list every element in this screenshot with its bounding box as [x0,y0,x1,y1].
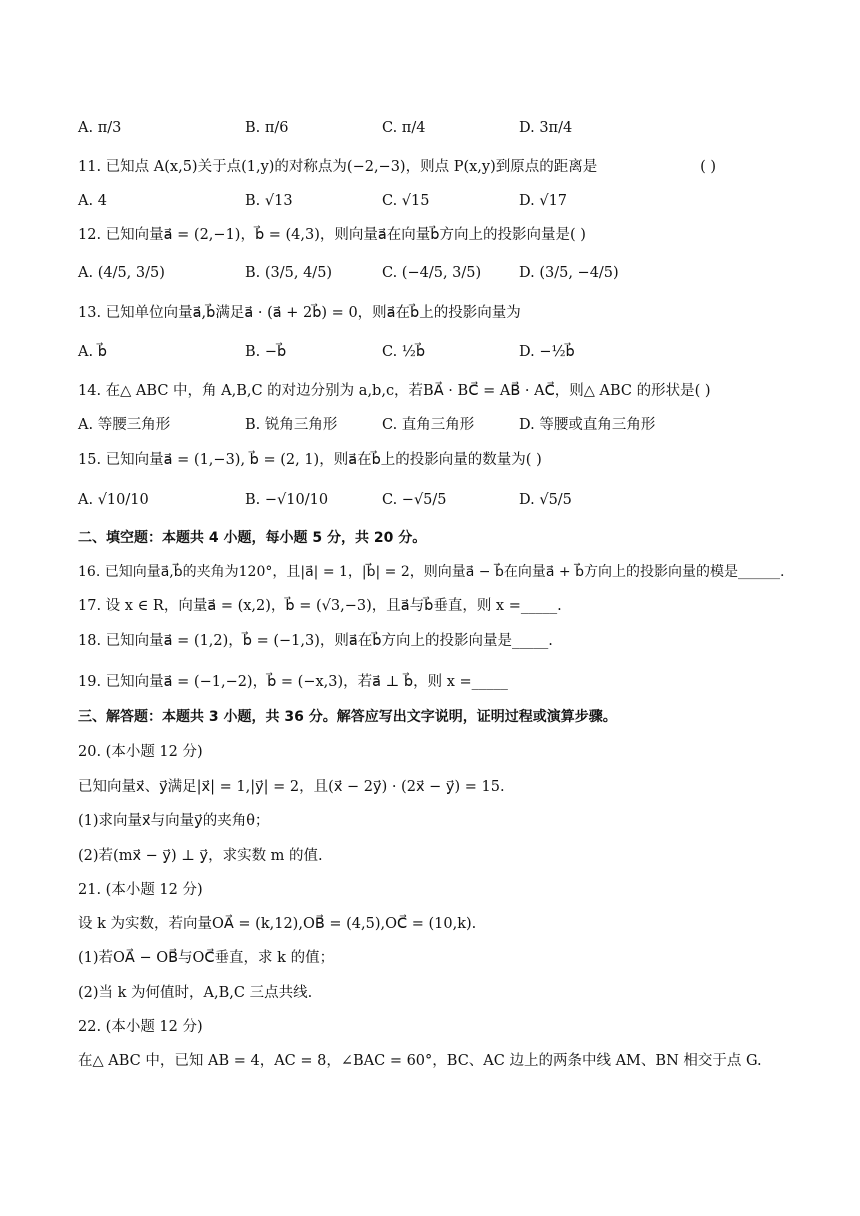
q20-part-1: (1)求向量x⃗与向量y⃗的夹角θ； [78,813,270,829]
q14-option-a: A. 等腰三角形 [78,417,171,433]
q15-options [78,489,778,519]
q11-option-d: D. √17 [519,193,568,209]
q13-option-d: D. −½b⃗ [519,344,575,360]
q15-option-a: A. √10/10 [78,492,149,508]
q12-stem: 12. 已知向量a⃗ = (2,−1)，b⃗ = (4,3)，则向量a⃗在向量b⃗方向上的投影向量是( ) [78,227,586,243]
q12-option-b: B. (3/5, 4/5) [245,265,333,281]
q10-option-c: C. π/4 [382,120,426,136]
q11-option-a: A. 4 [78,193,107,209]
q15-option-b: B. −√10/10 [245,492,329,508]
q13-option-c: C. ½b⃗ [382,344,426,360]
q10-option-b: B. π/6 [245,120,289,136]
q14-option-d: D. 等腰或直角三角形 [519,417,656,433]
q21-part-1: (1)若OA⃗ − OB⃗与OC⃗垂直，求 k 的值； [78,950,335,966]
q14-option-b: B. 锐角三角形 [245,417,338,433]
q15-stem: 15. 已知向量a⃗ = (1,−3), b⃗ = (2, 1)，则a⃗在b⃗上的投影向量的数量为( ) [78,452,542,468]
q19-stem: 19. 已知向量a⃗ = (−1,−2)，b⃗ = (−x,3)，若a⃗ ⊥ b⃗，则 x =_____ [78,674,508,690]
q11-answer-paren: ( ) [700,159,716,175]
q11-option-b: B. √13 [245,193,293,209]
q10-options [78,117,778,147]
q20-stem: 已知向量x⃗、y⃗满足|x⃗| = 1,|y⃗| = 2，且(x⃗ − 2y⃗) · (2x⃗ − y⃗) = 15. [78,779,505,795]
q16-stem: 16. 已知向量a⃗,b⃗的夹角为120°，且|a⃗| = 1，|b⃗| = 2，则向量a⃗ − b⃗在向量a⃗ + b⃗方向上的投影向量的模是______. [78,564,785,580]
section-solution-title: 三、解答题：本题共 3 小题，共 36 分。解答应写出文字说明，证明过程或演算步骤。 [78,709,617,725]
q22-stem: 在△ ABC 中，已知 AB = 4，AC = 8，∠BAC = 60°，BC、AC 边上的两条中线 AM、BN 相交于点 G. [78,1053,762,1069]
q11-stem [78,156,820,178]
q12-options [78,262,778,292]
q12-option-d: D. (3/5, −4/5) [519,265,619,281]
q20-heading: 20. (本小题 12 分) [78,744,203,760]
q11-option-c: C. √15 [382,193,430,209]
q11-options [78,190,778,220]
section-fill-in-title: 二、填空题：本题共 4 小题，每小题 5 分，共 20 分。 [78,530,427,546]
q17-stem: 17. 设 x ∈ R，向量a⃗ = (x,2)，b⃗ = (√3,−3)，且a⃗与b⃗垂直，则 x =_____. [78,598,562,614]
q13-option-a: A. b⃗ [78,344,107,360]
q12-option-a: A. (4/5, 3/5) [78,265,165,281]
q21-part-2: (2)当 k 为何值时，A,B,C 三点共线. [78,985,313,1001]
q14-option-c: C. 直角三角形 [382,417,475,433]
q10-option-d: D. 3π/4 [519,120,573,136]
q21-stem: 设 k 为实数，若向量OA⃗ = (k,12),OB⃗ = (4,5),OC⃗ = (10,k). [78,916,477,932]
q15-option-d: D. √5/5 [519,492,572,508]
q22-heading: 22. (本小题 12 分) [78,1019,203,1035]
q11-stem-text: 11. 已知点 A(x,5)关于点(1,y)的对称点为(−2,−3)，则点 P(x,y)到原点的距离是 [78,159,598,175]
q18-stem: 18. 已知向量a⃗ = (1,2)，b⃗ = (−1,3)，则a⃗在b⃗方向上的投影向量是_____. [78,633,553,649]
q13-option-b: B. −b⃗ [245,344,287,360]
q14-options [78,414,778,444]
q12-option-c: C. (−4/5, 3/5) [382,265,482,281]
q13-options [78,341,778,371]
q13-stem: 13. 已知单位向量a⃗,b⃗满足a⃗ · (a⃗ + 2b⃗) = 0，则a⃗在b⃗上的投影向量为 [78,305,521,321]
q20-part-2: (2)若(mx⃗ − y⃗) ⊥ y⃗，求实数 m 的值. [78,848,323,864]
q10-option-a: A. π/3 [78,120,122,136]
q21-heading: 21. (本小题 12 分) [78,882,203,898]
q14-stem: 14. 在△ ABC 中，角 A,B,C 的对边分别为 a,b,c，若BA⃗ · BC⃗ = AB⃗ · AC⃗，则△ ABC 的形状是( ) [78,383,711,399]
q15-option-c: C. −√5/5 [382,492,447,508]
